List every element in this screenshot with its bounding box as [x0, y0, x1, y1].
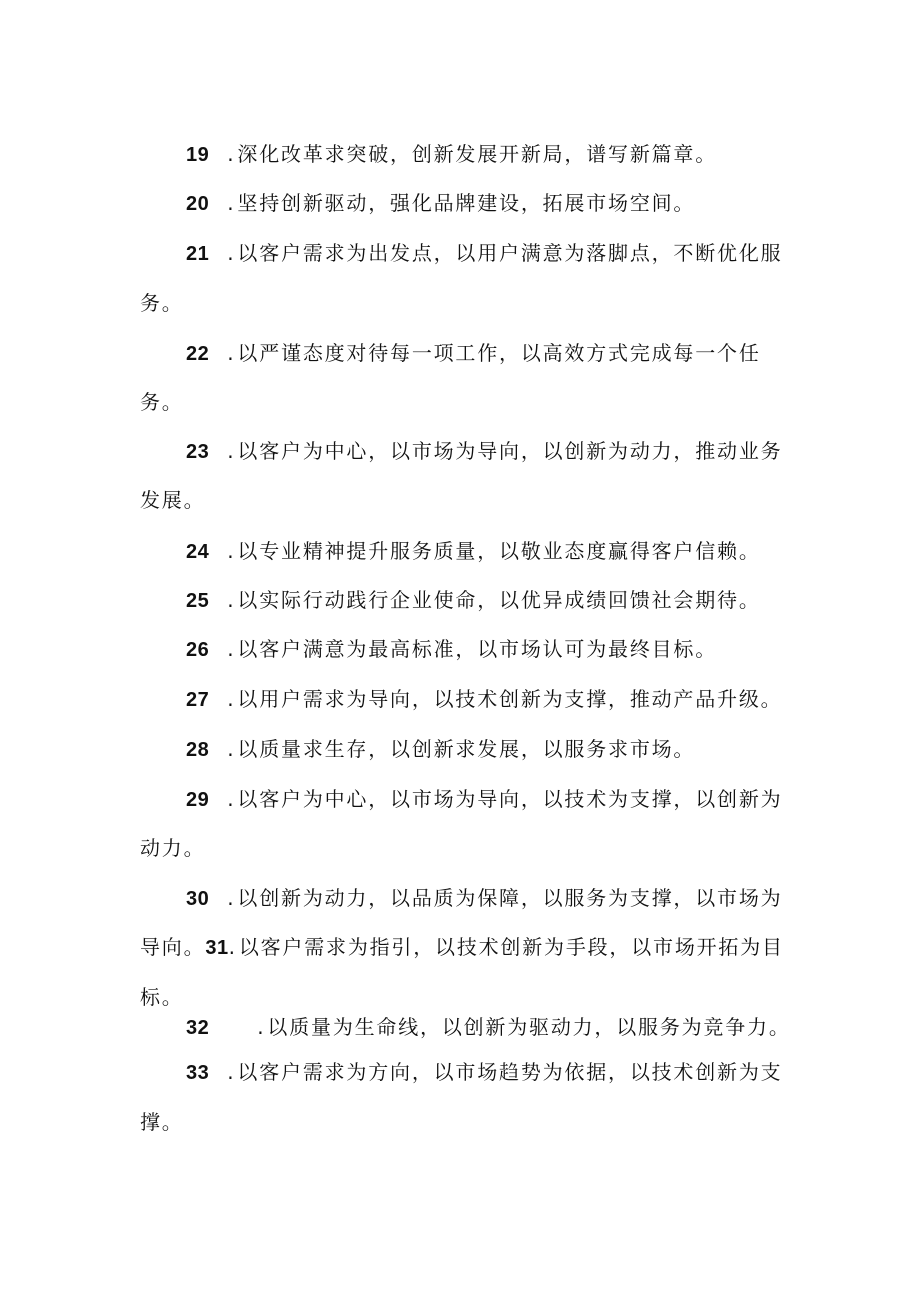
item-text: 以严谨态度对待每一项工作，以高效方式完成每一个任	[237, 341, 761, 365]
item-number: 32	[186, 1017, 210, 1039]
item-number: 29	[186, 789, 210, 811]
item-number: 20	[186, 193, 210, 215]
item-number: 33	[186, 1062, 210, 1084]
list-item-24: 24 . 以专业精神提升服务质量，以敬业态度赢得客户信赖。	[186, 537, 761, 566]
item-number: 22	[186, 343, 210, 365]
item-text-continuation: 动力。	[140, 836, 206, 860]
list-item-31: 导向。31. 以客户需求为指引，以技术创新为手段，以市场开拓为目	[140, 933, 784, 962]
item-number: 23	[186, 441, 210, 463]
item-text: 以质量为生命线，以创新为驱动力，以服务为竞争力。	[267, 1015, 791, 1039]
item-number: 24	[186, 541, 210, 563]
list-item-19: 19 . 深化改革求突破，创新发展开新局，谱写新篇章。	[186, 140, 717, 169]
item-number: 31	[205, 937, 229, 959]
item-text-continuation: 撑。	[140, 1110, 184, 1134]
list-item-25: 25 . 以实际行动践行企业使命，以优异成绩回馈社会期待。	[186, 586, 761, 615]
item-text-continuation: 导向。	[140, 935, 206, 959]
item-number: 19	[186, 144, 210, 166]
item-text: 以客户需求为方向，以市场趋势为依据，以技术创新为支	[237, 1060, 783, 1084]
item-text: 以用户需求为导向，以技术创新为支撑，推动产品升级。	[237, 687, 783, 711]
item-text: 以创新为动力，以品质为保障，以服务为支撑，以市场为	[237, 886, 783, 910]
list-item-21: 21 . 以客户需求为出发点，以用户满意为落脚点，不断优化服	[186, 239, 782, 268]
item-text: 以专业精神提升服务质量，以敬业态度赢得客户信赖。	[237, 539, 761, 563]
item-text: 以客户需求为出发点，以用户满意为落脚点，不断优化服	[237, 241, 783, 265]
item-number: 28	[186, 739, 210, 761]
item-number: 27	[186, 689, 210, 711]
item-number: 26	[186, 639, 210, 661]
list-item-29: 29 . 以客户为中心，以市场为导向，以技术为支撑，以创新为	[186, 785, 782, 814]
list-item-30: 30 . 以创新为动力，以品质为保障，以服务为支撑，以市场为	[186, 884, 782, 913]
list-item-27: 27 . 以用户需求为导向，以技术创新为支撑，推动产品升级。	[186, 685, 782, 714]
item-text: 以客户为中心，以市场为导向，以技术为支撑，以创新为	[237, 787, 783, 811]
item-number: 21	[186, 243, 210, 265]
item-text: 以质量求生存，以创新求发展，以服务求市场。	[237, 737, 696, 761]
item-text: 坚持创新驱动，强化品牌建设，拓展市场空间。	[237, 191, 696, 215]
item-text: 深化改革求突破，创新发展开新局，谱写新篇章。	[237, 142, 718, 166]
item-text: 以客户需求为指引，以技术创新为手段，以市场开拓为目	[238, 935, 784, 959]
item-number: 30	[186, 888, 210, 910]
list-item-22: 22 . 以严谨态度对待每一项工作，以高效方式完成每一个任	[186, 339, 761, 368]
list-item-23: 23 . 以客户为中心，以市场为导向，以创新为动力，推动业务	[186, 437, 782, 466]
item-number: 25	[186, 590, 210, 612]
list-item-33: 33 . 以客户需求为方向，以市场趋势为依据，以技术创新为支	[186, 1058, 782, 1087]
item-text: 以客户为中心，以市场为导向，以创新为动力，推动业务	[237, 439, 783, 463]
item-text-continuation: 标。	[140, 985, 184, 1009]
list-item-28: 28 . 以质量求生存，以创新求发展，以服务求市场。	[186, 735, 695, 764]
item-text: 以实际行动践行企业使命，以优异成绩回馈社会期待。	[237, 588, 761, 612]
item-text-continuation: 务。	[140, 390, 184, 414]
item-text-continuation: 务。	[140, 291, 184, 315]
list-item-32: 32 . 以质量为生命线，以创新为驱动力，以服务为竞争力。	[186, 1013, 791, 1042]
list-item-20: 20 . 坚持创新驱动，强化品牌建设，拓展市场空间。	[186, 189, 695, 218]
item-text: 以客户满意为最高标准，以市场认可为最终目标。	[237, 637, 718, 661]
list-item-26: 26 . 以客户满意为最高标准，以市场认可为最终目标。	[186, 635, 717, 664]
item-text-continuation: 发展。	[140, 488, 206, 512]
